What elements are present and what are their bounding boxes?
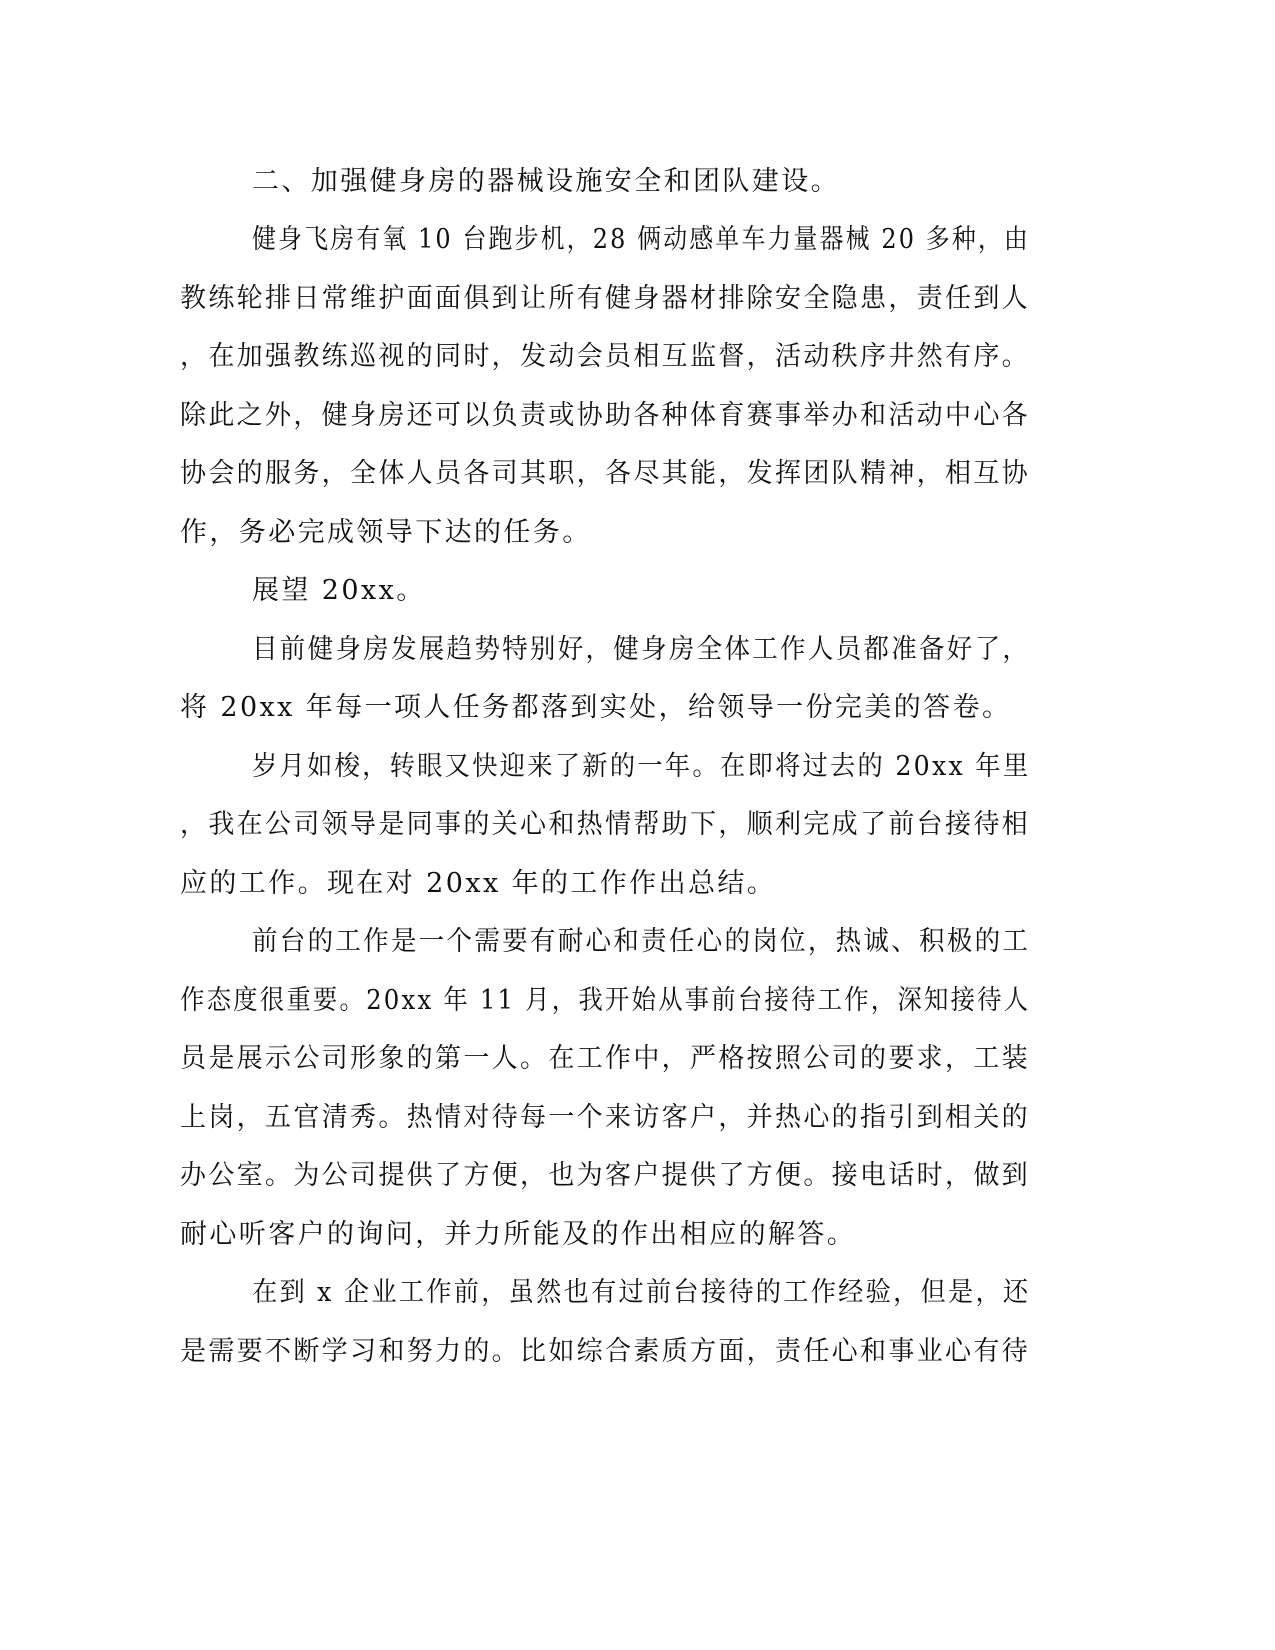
text-line: 教练轮排日常维护面面俱到让所有健身器材排除安全隐患，责任到人 xyxy=(180,283,1030,314)
text-line: 二、加强健身房的器械设施安全和团队建设。 xyxy=(252,166,840,197)
text-line: 将 20xx 年每一项人任务都落到实处，给领导一份完美的答卷。 xyxy=(180,692,1012,723)
text-line: 作，务必完成领导下达的任务。 xyxy=(180,517,592,548)
text-line: 员是展示公司形象的第一人。在工作中，严格按照公司的要求，工装 xyxy=(180,1043,1030,1074)
text-line: 除此之外，健身房还可以负责或协助各种体育赛事举办和活动中心各 xyxy=(180,400,1030,431)
text-line: 协会的服务，全体人员各司其职，各尽其能，发挥团队精神，相互协 xyxy=(180,458,1030,489)
text-line: 上岗，五官清秀。热情对待每一个来访客户，并热心的指引到相关的 xyxy=(180,1102,1030,1133)
text-line: 岁月如梭，转眼又快迎来了新的一年。在即将过去的 20xx 年里 xyxy=(252,751,1031,782)
text-line: 作态度很重要。20xx 年 11 月，我开始从事前台接待工作，深知接待人 xyxy=(180,985,1031,1016)
text-line: 耐心听客户的询问，并力所能及的作出相应的解答。 xyxy=(180,1219,857,1250)
text-line: 目前健身房发展趋势特别好，健身房全体工作人员都准备好了， xyxy=(252,634,1031,665)
text-line: 健身飞房有氧 10 台跑步机，28 俩动感单车力量器械 20 多种，由 xyxy=(252,224,1030,255)
text-line: ，在加强教练巡视的同时，发动会员相互监督，活动秩序井然有序。 xyxy=(180,341,1030,372)
text-line: 应的工作。现在对 20xx 年的工作作出总结。 xyxy=(180,868,777,899)
text-line: 在到 x 企业工作前，虽然也有过前台接待的工作经验，但是，还 xyxy=(252,1277,1031,1308)
text-line: 展望 20xx。 xyxy=(252,575,426,606)
text-line: ，我在公司领导是同事的关心和热情帮助下，顺利完成了前台接待相 xyxy=(180,809,1030,840)
text-line: 办公室。为公司提供了方便，也为客户提供了方便。接电话时，做到 xyxy=(180,1160,1030,1191)
text-line: 是需要不断学习和努力的。比如综合素质方面，责任心和事业心有待 xyxy=(180,1336,1030,1367)
text-line: 前台的工作是一个需要有耐心和责任心的岗位，热诚、积极的工 xyxy=(252,926,1031,957)
